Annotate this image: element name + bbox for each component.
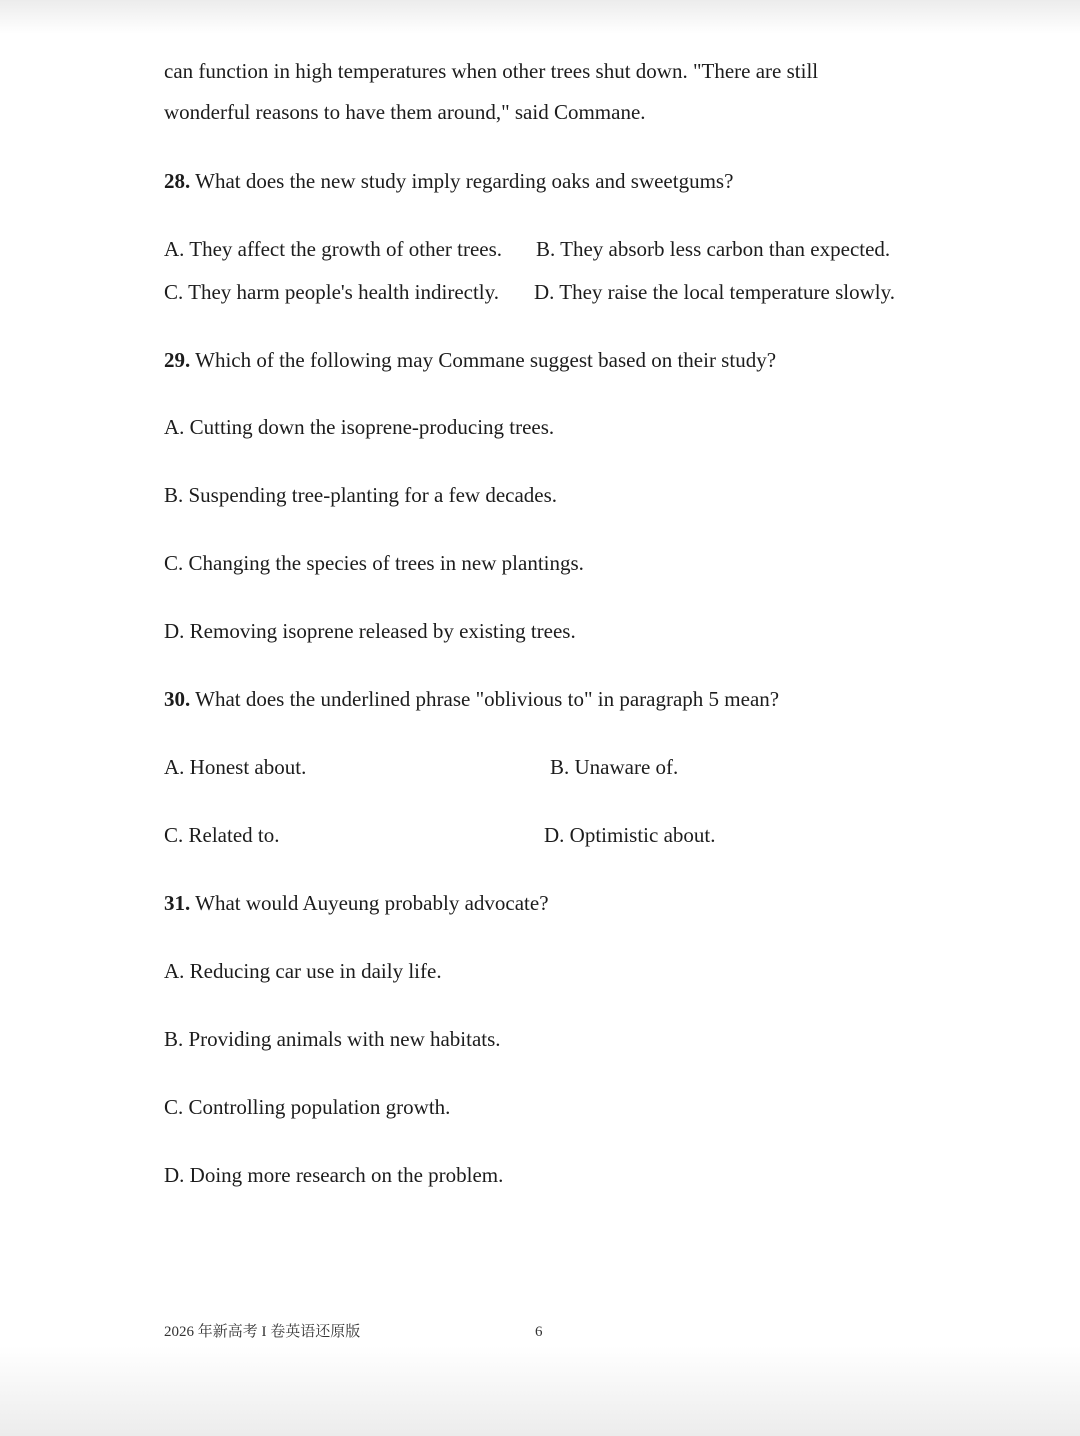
footer-page-number: 6 xyxy=(535,1324,543,1340)
question-30 xyxy=(164,687,779,711)
option-28-b: B. They absorb less carbon than expected. xyxy=(536,237,891,261)
page-top-shadow xyxy=(0,0,1080,34)
option-28-d: D. They raise the local temperature slowly. xyxy=(534,280,895,304)
option-28-c: C. They harm people's health indirectly. xyxy=(164,280,500,304)
footer-source: 2026 年新高考 I 卷英语还原版 xyxy=(164,1324,361,1340)
question-29 xyxy=(164,348,776,372)
question-text: Which of the following may Commane suggest based on their study? xyxy=(195,348,777,372)
question-number: 31. xyxy=(164,891,191,915)
question-text: What does the underlined phrase "oblivious to" in paragraph 5 mean? xyxy=(195,687,780,711)
option-29-b: B. Suspending tree-planting for a few decades. xyxy=(164,483,558,507)
question-text: What would Auyeung probably advocate? xyxy=(195,891,549,915)
option-31-a: A. Reducing car use in daily life. xyxy=(164,959,442,983)
page-bottom-shadow xyxy=(0,1346,1080,1436)
option-30-d: D. Optimistic about. xyxy=(544,823,716,847)
option-31-c: C. Controlling population growth. xyxy=(164,1095,451,1119)
option-30-b: B. Unaware of. xyxy=(550,755,679,779)
passage-line-1: can function in high temperatures when other trees shut down. "There are still xyxy=(164,59,819,83)
question-number: 30. xyxy=(164,687,191,711)
question-31 xyxy=(164,891,549,915)
question-28 xyxy=(164,169,733,193)
option-29-d: D. Removing isoprene released by existing trees. xyxy=(164,619,576,643)
passage-line-2: wonderful reasons to have them around," said Commane. xyxy=(164,100,646,124)
option-31-b: B. Providing animals with new habitats. xyxy=(164,1027,501,1051)
option-30-c: C. Related to. xyxy=(164,823,280,847)
option-29-c: C. Changing the species of trees in new plantings. xyxy=(164,551,584,575)
question-number: 28. xyxy=(164,169,191,193)
question-text: What does the new study imply regarding oaks and sweetgums? xyxy=(195,169,734,193)
option-30-a: A. Honest about. xyxy=(164,755,307,779)
option-28-a: A. They affect the growth of other trees. xyxy=(164,237,503,261)
question-number: 29. xyxy=(164,348,191,372)
option-31-d: D. Doing more research on the problem. xyxy=(164,1163,504,1187)
option-29-a: A. Cutting down the isoprene-producing trees. xyxy=(164,415,555,439)
